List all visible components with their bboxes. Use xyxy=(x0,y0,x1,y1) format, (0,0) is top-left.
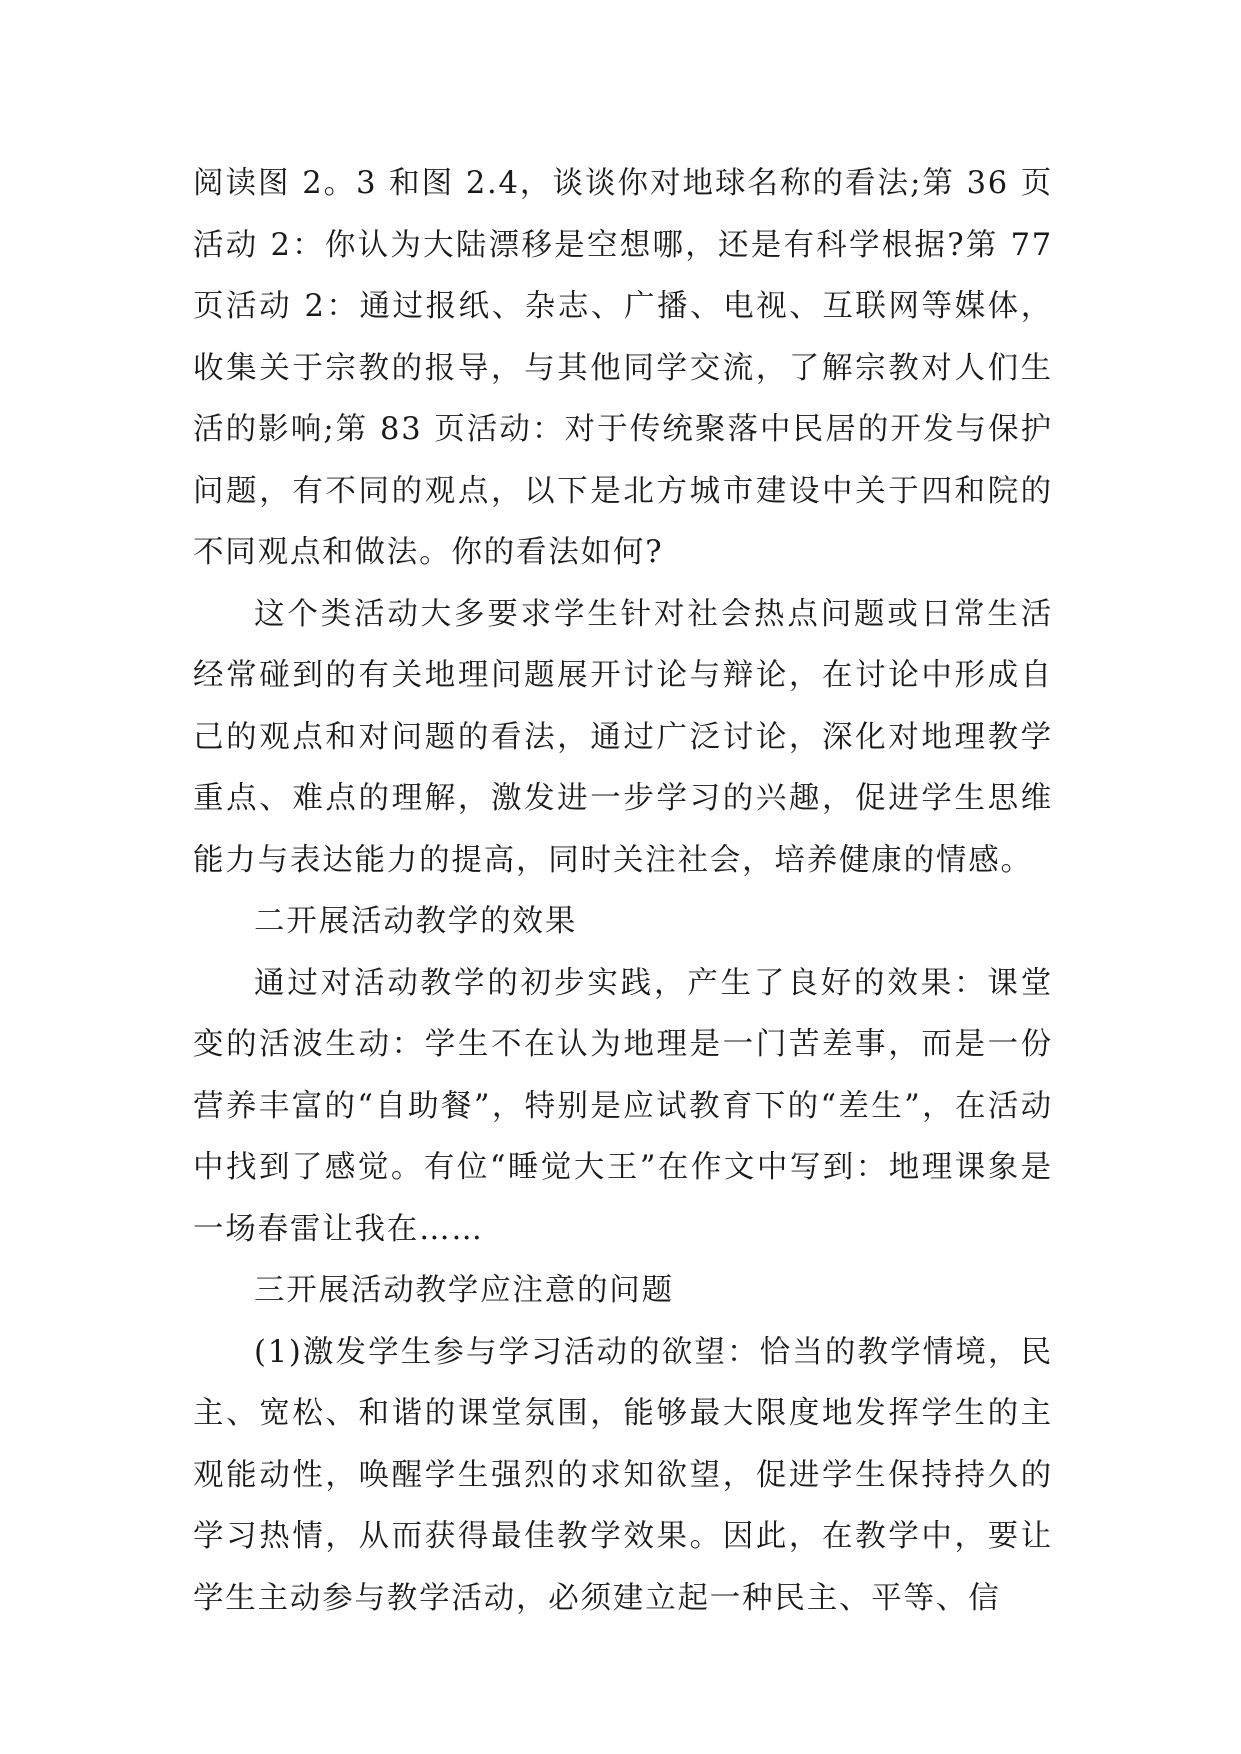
paragraph-continuation: 阅读图 2。3 和图 2.4，谈谈你对地球名称的看法;第 36 页活动 2：你认为大陆漂移是空想哪，还是有科学根据?第 77 页活动 2：通过报纸、杂志、广播、电视、互联网等媒体，收集关于宗教的报导，与其他同学交流，了解宗教对人们生活的影响;第 83 页活动：对于传统聚落中民居的开发与保护问题，有不同的观点，以下是北方城市建设中关于四和院的不同观点和做法。你的看法如何? xyxy=(193,166,1053,570)
section-heading-issues: 三开展活动教学应注意的问题 xyxy=(254,1273,674,1308)
paragraph-issue-1: (1)激发学生参与学习活动的欲望：恰当的教学情境，民主、宽松、和谐的课堂氛围，能够最大限度地发挥学生的主观能动性，唤醒学生强烈的求知欲望，促进学生保持持久的学习热情，从而获得最佳教学效果。因此，在教学中，要让学生主动参与教学活动，必须建立起一种民主、平等、信 xyxy=(193,1334,1053,1616)
section-heading-effects: 二开展活动教学的效果 xyxy=(254,904,577,939)
document-page xyxy=(193,153,1053,1629)
paragraph-effects: 通过对活动教学的初步实践，产生了良好的效果：课堂变的活波生动：学生不在认为地理是一门苦差事，而是一份营养丰富的“自助餐”，特别是应试教育下的“差生”，在活动中找到了感觉。有位“睡觉大王”在作文中写到：地理课象是一场春雷让我在…… xyxy=(193,965,1053,1247)
paragraph-activity-purpose: 这个类活动大多要求学生针对社会热点问题或日常生活经常碰到的有关地理问题展开讨论与辩论，在讨论中形成自己的观点和对问题的看法，通过广泛讨论，深化对地理教学重点、难点的理解，激发进一步学习的兴趣，促进学生思维能力与表达能力的提高，同时关注社会，培养健康的情感。 xyxy=(193,596,1053,878)
